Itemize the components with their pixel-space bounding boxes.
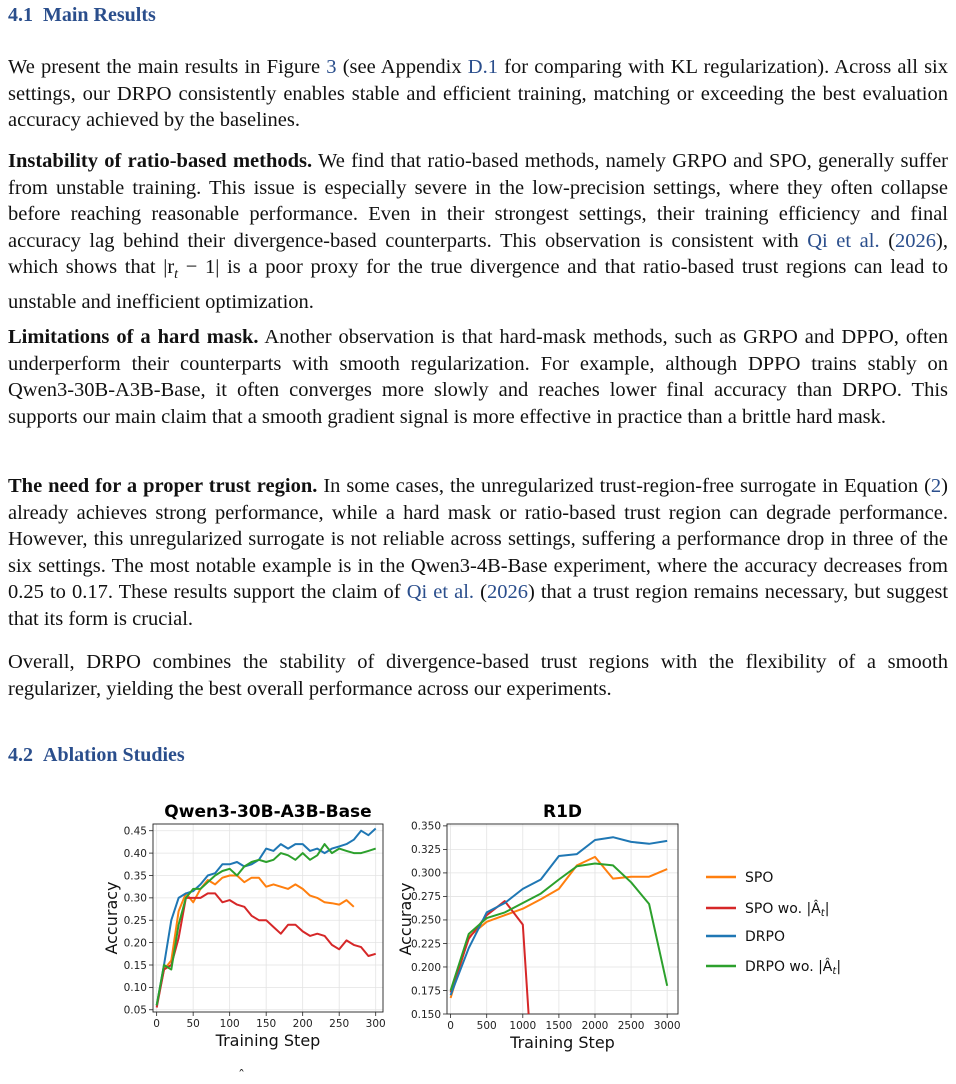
x-axis-label: Training Step: [215, 1031, 321, 1050]
chart-r1d: [396, 802, 681, 1052]
x-tick-label: 150: [256, 1018, 277, 1030]
citation-year-link[interactable]: 2026: [895, 229, 937, 252]
y-tick-label: 0.325: [410, 844, 441, 857]
ablation-figure: [0, 790, 956, 1081]
x-tick-label: 100: [219, 1018, 240, 1030]
ablation-figure-svg: [0, 790, 956, 1060]
y-tick-label: 0.150: [410, 1008, 441, 1021]
x-tick-label: 50: [186, 1018, 200, 1030]
citation-year-link[interactable]: 2026: [486, 581, 528, 604]
legend-label-drpo-wo: DRPO wo. $|Â_t|$: [745, 959, 842, 977]
y-tick-label: 0.40: [123, 847, 147, 860]
section-heading-4-1: 4.1 Main Results: [8, 4, 156, 26]
figure-reference-link[interactable]: 3: [326, 56, 337, 78]
y-tick-label: 0.300: [410, 867, 441, 880]
x-tick-label: 2500: [617, 1020, 645, 1032]
x-tick-label: 3000: [653, 1020, 681, 1032]
x-tick-label: 250: [329, 1018, 350, 1030]
appendix-reference-link[interactable]: D.1: [467, 56, 498, 78]
legend-label-spo-wo: SPO wo. $|Â_t|$: [745, 901, 830, 919]
y-tick-label: 0.175: [410, 985, 441, 998]
x-tick-label: 500: [476, 1020, 497, 1032]
chart-legend: [706, 870, 841, 977]
x-tick-label: 1500: [545, 1020, 573, 1032]
legend-label-drpo: DRPO: [745, 929, 785, 945]
y-tick-label: 0.15: [123, 959, 147, 972]
y-tick-label: 0.25: [123, 915, 147, 928]
y-axis-label: Accuracy: [396, 882, 415, 956]
y-tick-label: 0.250: [410, 914, 441, 927]
chart-title: R1D: [542, 802, 583, 822]
x-tick-label: 2000: [581, 1020, 609, 1032]
y-tick-label: 0.350: [410, 820, 441, 833]
equation-reference-link[interactable]: 2: [930, 475, 942, 497]
y-tick-label: 0.30: [123, 892, 147, 905]
y-tick-label: 0.10: [123, 982, 147, 995]
citation-link[interactable]: Qi et al.: [406, 581, 475, 604]
y-tick-label: 0.05: [123, 1004, 147, 1017]
section-heading-4-2: 4.2 Ablation Studies: [8, 744, 185, 766]
y-axis-label: Accuracy: [102, 881, 121, 955]
x-axis-label: Training Step: [510, 1033, 615, 1052]
paragraph-overall: Overall, DRPO combines the stability of divergence-based trust regions with the flexibility of a smooth regularizer, yielding the best overall performance across our experiments.: [8, 651, 948, 700]
x-tick-label: 200: [292, 1018, 313, 1030]
legend-label-spo: SPO: [745, 870, 774, 886]
y-tick-label: 0.20: [123, 937, 147, 950]
plot-frame: [447, 824, 678, 1014]
chart-title: Qwen3-30B-A3B-Base: [164, 802, 372, 822]
paragraph-hard-mask: Limitations of a hard mask. Another observation is that hard-mask methods, such as GRPO and DPPO, often underperform their counterparts with smooth regularization. For example, although DPPO trains stably on Qwen3-30B-A3B-Base, it often converges more slowly and reaches lower final accuracy than DRPO. This supports our main claim that a smooth gradient signal is more effective in practice than a brittle hard mask.: [8, 326, 948, 428]
paragraph-main-results: We present the main results in Figure 3 (see Appendix D.1 for comparing with KL regularization). Across all six settings, our DRPO consistently enables stable and efficient training, matching or exceeding the best evaluation accuracy achieved by the baselines.: [8, 56, 948, 132]
x-tick-label: 0: [447, 1020, 454, 1032]
series-line-spo: [157, 876, 354, 1006]
y-tick-label: 0.45: [123, 825, 147, 838]
paragraph-lead: Limitations of a hard mask.: [8, 326, 259, 348]
x-tick-label: 300: [365, 1018, 386, 1030]
y-tick-label: 0.200: [410, 961, 441, 974]
caption-fragment: ˆ: [238, 1068, 245, 1084]
y-tick-label: 0.275: [410, 891, 441, 904]
paragraph-lead: The need for a proper trust region.: [8, 475, 318, 497]
y-tick-label: 0.35: [123, 870, 147, 883]
paragraph-instability: Instability of ratio-based methods. We find that ratio-based methods, namely GRPO and SPO, generally suffer from unstable training. This issue is especially severe in the low-precision settings, where they often collapse before reaching reasonable performance. Even in their strongest settings, their training efficiency and final accuracy lag behind their divergence-based counterparts. This observation is consistent with Qi et al. (2026), which shows that $|r_t - 1|$ is a poor proxy for the true divergence and that ratio-based trust regions can lead to unstable and inefficient optimization.: [8, 150, 948, 314]
y-tick-label: 0.225: [410, 938, 441, 951]
chart-qwen3-30b-a3b-base: [102, 802, 386, 1050]
paragraph-lead: Instability of ratio-based methods.: [8, 150, 313, 172]
x-tick-label: 1000: [509, 1020, 537, 1032]
x-tick-label: 0: [153, 1018, 160, 1030]
citation-link[interactable]: Qi et al.: [807, 229, 880, 252]
paragraph-trust-region: The need for a proper trust region. In some cases, the unregularized trust-region-free surrogate in Equation (2) already achieves strong performance, while a hard mask or ratio-based trust region can degrade performance. However, this unregularized surrogate is not reliable across settings, suffering a performance drop in three of the six settings. The most notable example is in the Qwen3-4B-Base experiment, where the accuracy decreases from 0.25 to 0.17. These results support the claim of Qi et al. (2026) that a trust region remains necessary, but suggest that its form is crucial.: [8, 475, 949, 630]
